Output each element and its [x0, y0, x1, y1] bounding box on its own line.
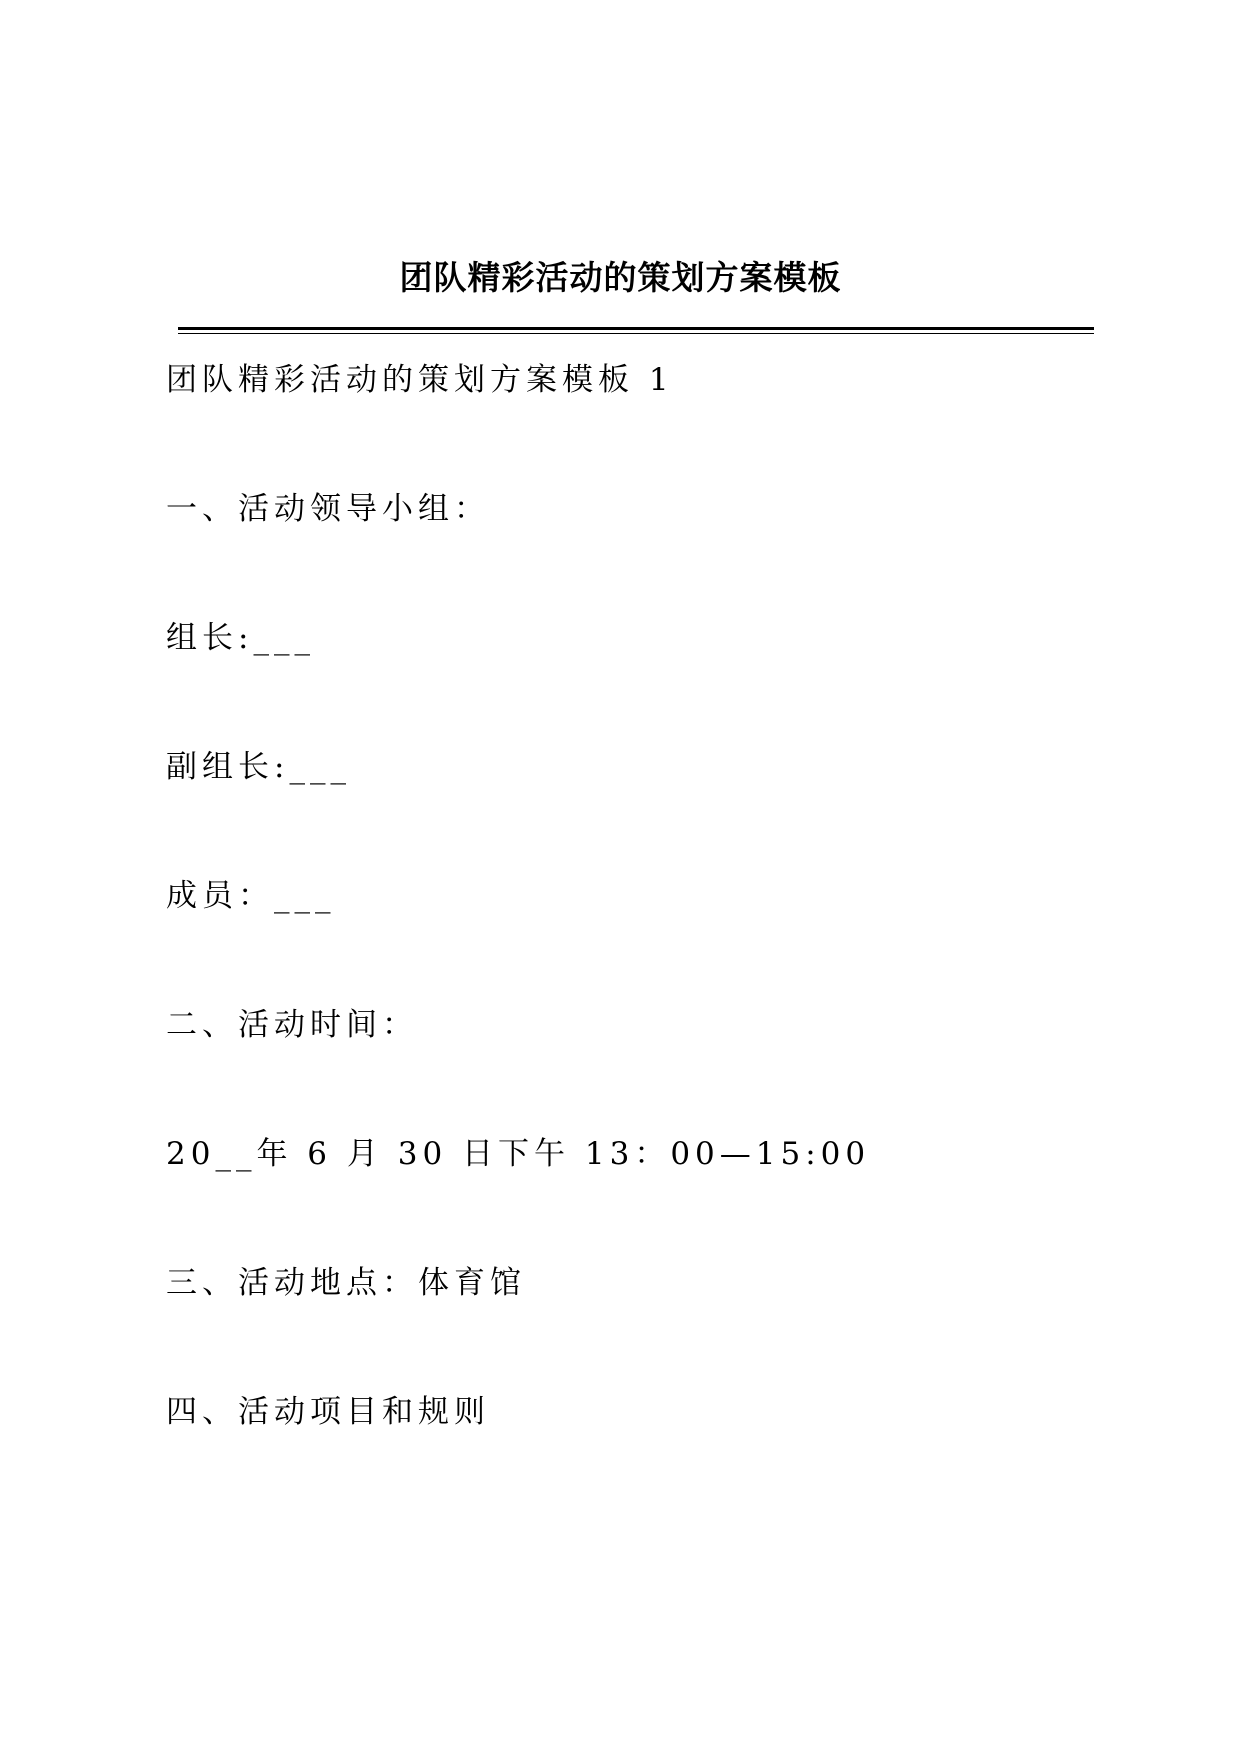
title-rule-thick: [178, 327, 1094, 330]
paragraph-line: 四、活动项目和规则: [166, 1394, 490, 1430]
paragraph-line: 组长:___: [166, 620, 315, 656]
paragraph-line: 三、活动地点：体育馆: [166, 1265, 526, 1301]
document-title: 团队精彩活动的策划方案模板: [399, 258, 842, 297]
paragraph-line: 20__年 6 月 30 日下午 13：00—15:00: [166, 1136, 871, 1172]
paragraph-line: 成员：___: [166, 878, 336, 914]
title-rule-thin: [178, 333, 1094, 334]
paragraph-line: 副组长:___: [166, 749, 351, 785]
paragraph-line: 二、活动时间：: [166, 1007, 418, 1043]
section-heading: 团队精彩活动的策划方案模板 1: [166, 362, 674, 398]
paragraph-line: 一、活动领导小组：: [166, 491, 490, 527]
